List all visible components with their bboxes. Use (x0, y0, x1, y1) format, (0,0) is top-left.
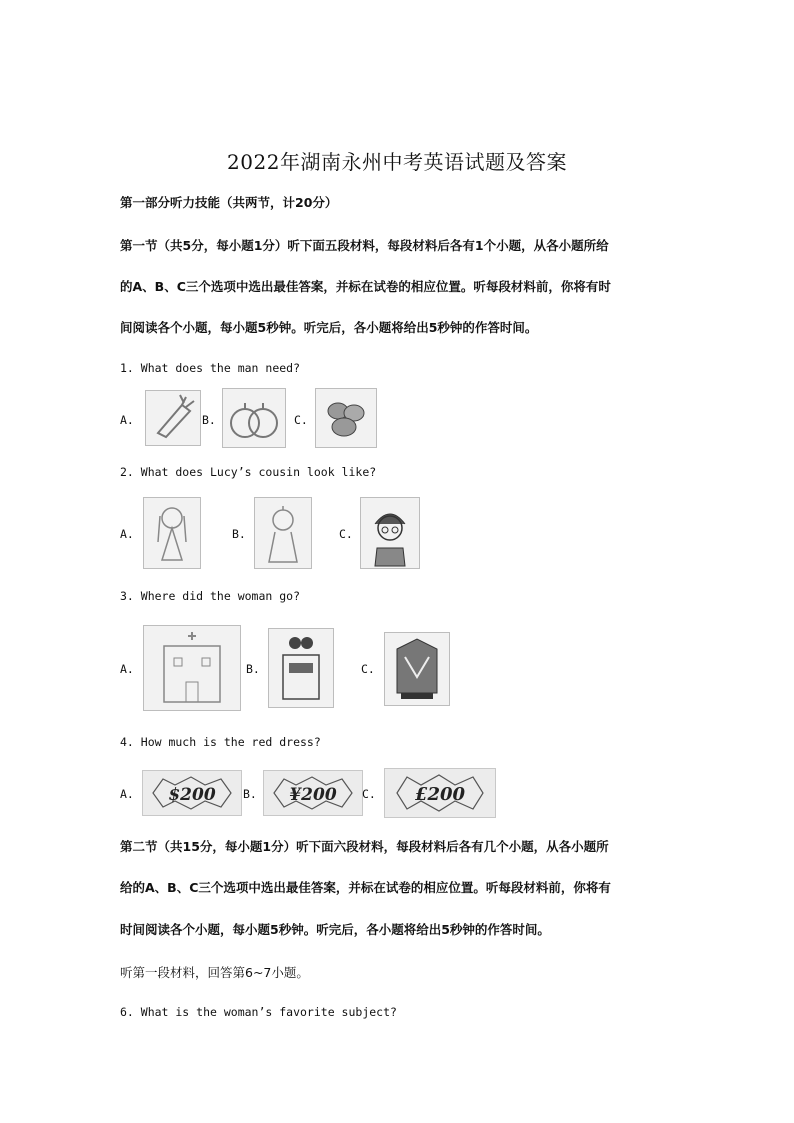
sec1-line3: 间阅读各个小题，每小题5秒钟。听完后，各小题将给出5秒钟的作答时间。 (120, 320, 538, 335)
page-title: 2022年湖南永州中考英语试题及答案 (227, 150, 567, 174)
q4-option-a-label: A. (120, 787, 134, 801)
tomato-image[interactable] (222, 388, 286, 448)
question-1: 1. What does the man need? (120, 361, 301, 375)
q4-option-c-label: C. (362, 787, 376, 801)
q3-option-c-label: C. (361, 662, 375, 676)
question-6: 6. What is the woman’s favorite subject? (120, 1005, 397, 1019)
q2-option-b-label: B. (232, 527, 246, 541)
sec2-line3: 时间阅读各个小题，每小题5秒钟。听完后，各小题将给出5秒钟的作答时间。 (120, 922, 550, 937)
question-4: 4. How much is the red dress? (120, 735, 321, 749)
q3-option-b-label: B. (246, 662, 260, 676)
q2-option-a-label: A. (120, 527, 134, 541)
q2-option-c-label: C. (339, 527, 353, 541)
question-2: 2. What does Lucy’s cousin look like? (120, 465, 377, 479)
q1-option-b-label: B. (202, 413, 216, 427)
price-dollar-text: $200 (168, 785, 216, 805)
question-3: 3. Where did the woman go? (120, 589, 301, 603)
price-tag-dollar[interactable] (142, 770, 242, 816)
carrot-image[interactable] (145, 390, 201, 446)
potato-image[interactable] (315, 388, 377, 448)
price-pound-text: £200 (414, 784, 466, 805)
sec1-line2: 的A、B、C三个选项中选出最佳答案，并标在试卷的相应位置。听每段材料前，你将有时 (120, 279, 611, 294)
sec1-line1: 第一节（共5分，每小题1分）听下面五段材料，每段材料后各有1个小题，从各小题所给 (120, 238, 609, 253)
price-tag-yen[interactable] (263, 770, 363, 816)
sec2-line1: 第二节（共15分，每小题1分）听下面六段材料，每段材料后各有几个小题，从各小题所 (120, 839, 609, 854)
q4-option-b-label: B. (243, 787, 257, 801)
library-image[interactable] (384, 632, 450, 706)
q1-option-c-label: C. (294, 413, 308, 427)
part-heading: 第一部分听力技能（共两节，计20分） (120, 195, 338, 210)
price-tag-pound[interactable] (384, 768, 496, 818)
hospital-image[interactable] (143, 625, 241, 711)
sec2-line2: 给的A、B、C三个选项中选出最佳答案，并标在试卷的相应位置。听每段材料前，你将有 (120, 880, 611, 895)
material-1-heading: 听第一段材料，回答第6~7小题。 (120, 965, 309, 980)
short-hair-girl-image[interactable] (254, 497, 312, 569)
q3-option-a-label: A. (120, 662, 134, 676)
cinema-image[interactable] (268, 628, 334, 708)
q1-option-a-label: A. (120, 413, 134, 427)
price-yen-text: ¥200 (289, 785, 337, 805)
long-hair-girl-image[interactable] (143, 497, 201, 569)
boy-glasses-image[interactable] (360, 497, 420, 569)
